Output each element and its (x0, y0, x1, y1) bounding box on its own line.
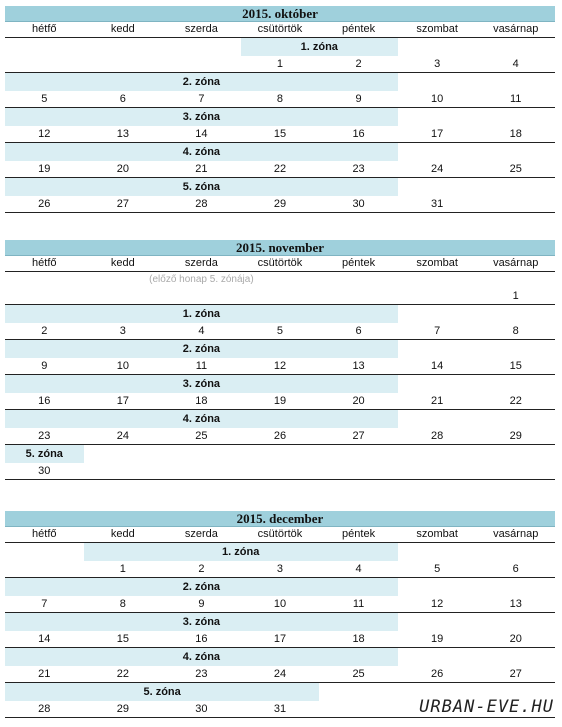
day-cell: 13 (509, 598, 522, 610)
day-cell: 12 (431, 598, 444, 610)
day-cell: 26 (431, 668, 444, 680)
day-cell: 26 (38, 198, 51, 210)
day-cell: 16 (352, 128, 365, 140)
weekday-label: szerda (184, 257, 218, 269)
weekday-label: szerda (184, 23, 218, 35)
week-row (5, 91, 555, 108)
day-cell: 4 (512, 58, 519, 70)
day-cell (398, 463, 477, 480)
week-row (5, 561, 555, 578)
zone-label: 4. zóna (5, 648, 398, 666)
day-cell: 1 (119, 563, 126, 575)
site-logo: URBAN-EVE.HU (419, 697, 554, 717)
zone-band-row (5, 143, 555, 161)
day-cell: 16 (195, 633, 208, 645)
weekday-label: csütörtök (257, 257, 303, 269)
note-row (5, 272, 555, 288)
zone-band-row (5, 305, 555, 323)
zone-band-row (5, 73, 555, 91)
day-cell: 22 (116, 668, 129, 680)
zone-band-row (5, 543, 555, 561)
day-cell (5, 288, 84, 305)
previous-zone-note: (előző honap 5. zónája) (149, 274, 254, 285)
weekday-label: péntek (342, 528, 376, 540)
day-cell: 6 (512, 563, 519, 575)
day-cell: 17 (431, 128, 444, 140)
day-cell: 20 (116, 163, 129, 175)
day-cell (241, 463, 320, 480)
day-cell: 22 (273, 163, 287, 175)
week-row (5, 631, 555, 648)
week-row (5, 358, 555, 375)
calendar-november (5, 240, 555, 480)
day-cell: 1 (276, 58, 284, 70)
day-cell: 3 (119, 325, 126, 337)
day-cell: 3 (276, 563, 284, 575)
day-cell: 4 (355, 563, 362, 575)
day-cell: 24 (273, 668, 287, 680)
zone-band-row (5, 410, 555, 428)
day-cell: 31 (431, 198, 444, 210)
zone-label: 4. zóna (5, 143, 398, 161)
day-cell: 19 (273, 395, 287, 407)
week-row (5, 666, 555, 683)
day-cell (84, 56, 163, 73)
day-cell (398, 288, 477, 305)
week-row (5, 161, 555, 178)
day-cell: 24 (116, 430, 129, 442)
day-cell: 15 (273, 128, 287, 140)
zone-band-row (5, 445, 555, 463)
weekday-label: kedd (110, 23, 135, 35)
zone-label: 5. zóna (5, 178, 398, 196)
calendar-december (5, 511, 555, 718)
day-cell: 11 (509, 93, 522, 105)
zone-band-row (5, 578, 555, 596)
day-cell (5, 561, 84, 578)
day-cell: 18 (352, 633, 365, 645)
day-cell: 23 (38, 430, 51, 442)
day-cell: 9 (355, 93, 362, 105)
day-cell: 10 (431, 93, 444, 105)
week-row (5, 56, 555, 73)
day-cell: 2 (355, 58, 362, 70)
day-cell: 8 (512, 325, 519, 337)
day-cell (319, 288, 398, 305)
zone-band-row (5, 340, 555, 358)
day-cell: 15 (509, 360, 522, 372)
day-cell: 18 (195, 395, 208, 407)
weekday-label: hétfő (32, 23, 57, 35)
calendar-october (5, 6, 555, 213)
day-cell: 11 (352, 598, 365, 610)
day-cell: 24 (431, 163, 444, 175)
zone-band-row (5, 38, 555, 56)
week-row (5, 323, 555, 340)
weekday-label: csütörtök (257, 23, 303, 35)
zone-label: 3. zóna (5, 613, 398, 631)
day-cell: 5 (276, 325, 284, 337)
day-cell: 29 (116, 703, 129, 715)
day-cell: 20 (352, 395, 365, 407)
week-row (5, 428, 555, 445)
day-cell (5, 56, 84, 73)
day-cell: 27 (352, 430, 365, 442)
zone-label: 5. zóna (5, 445, 84, 463)
weekday-label: kedd (110, 257, 135, 269)
day-cell: 23 (195, 668, 208, 680)
weekday-label: hétfő (32, 257, 57, 269)
day-cell: 25 (352, 668, 365, 680)
zone-label: 2. zóna (5, 73, 398, 91)
day-cell: 7 (41, 598, 48, 610)
month-title: 2015. november (5, 240, 555, 256)
day-cell: 5 (434, 563, 441, 575)
day-cell: 15 (116, 633, 129, 645)
weekday-header (5, 22, 555, 38)
weekday-label: hétfő (32, 528, 57, 540)
day-cell: 18 (509, 128, 522, 140)
day-cell: 21 (431, 395, 444, 407)
weekday-label: kedd (110, 528, 135, 540)
day-cell: 28 (431, 430, 444, 442)
weekday-label: vasárnap (493, 528, 539, 540)
zone-band-row (5, 613, 555, 631)
day-cell (162, 288, 241, 305)
zone-label: 1. zóna (84, 543, 398, 561)
day-cell: 4 (198, 325, 205, 337)
week-row (5, 196, 555, 213)
weekday-header (5, 256, 555, 272)
day-cell: 29 (509, 430, 522, 442)
day-cell (319, 463, 398, 480)
zone-label: 3. zóna (5, 108, 398, 126)
day-cell: 13 (116, 128, 129, 140)
day-cell: 21 (38, 668, 51, 680)
day-cell: 31 (273, 703, 287, 715)
day-cell (241, 288, 320, 305)
day-cell: 6 (119, 93, 126, 105)
day-cell: 1 (512, 290, 519, 302)
day-cell: 25 (195, 430, 208, 442)
day-cell: 26 (273, 430, 287, 442)
day-cell (476, 463, 555, 480)
day-cell: 6 (355, 325, 362, 337)
day-cell: 29 (273, 198, 287, 210)
day-cell: 25 (509, 163, 522, 175)
zone-band-row (5, 178, 555, 196)
day-cell: 28 (195, 198, 208, 210)
zone-band-row (5, 648, 555, 666)
day-cell (162, 56, 241, 73)
day-cell: 12 (38, 128, 51, 140)
day-cell: 27 (509, 668, 522, 680)
zone-label: 3. zóna (5, 375, 398, 393)
day-cell: 23 (352, 163, 365, 175)
week-row (5, 126, 555, 143)
day-cell: 2 (41, 325, 48, 337)
weekday-label: péntek (342, 23, 376, 35)
week-row (5, 596, 555, 613)
day-cell: 17 (116, 395, 129, 407)
day-cell (319, 701, 398, 718)
day-cell: 30 (352, 198, 365, 210)
zone-band-row (5, 108, 555, 126)
weekday-label: szombat (416, 257, 458, 269)
zone-label: 1. zóna (5, 305, 398, 323)
day-cell: 3 (434, 58, 441, 70)
weekday-label: csütörtök (257, 528, 303, 540)
day-cell: 16 (38, 395, 51, 407)
day-cell: 7 (198, 93, 205, 105)
day-cell: 8 (276, 93, 284, 105)
day-cell: 14 (195, 128, 208, 140)
week-row (5, 463, 555, 480)
zone-label: 1. zóna (241, 38, 398, 56)
weekday-label: szerda (184, 528, 218, 540)
weekday-label: vasárnap (493, 257, 539, 269)
day-cell: 22 (509, 395, 522, 407)
day-cell (84, 463, 163, 480)
week-row (5, 288, 555, 305)
zone-label: 4. zóna (5, 410, 398, 428)
day-cell (84, 288, 163, 305)
month-title: 2015. december (5, 511, 555, 527)
day-cell: 7 (434, 325, 441, 337)
day-cell: 30 (195, 703, 208, 715)
day-cell: 11 (195, 360, 208, 372)
day-cell: 13 (352, 360, 365, 372)
weekday-label: vasárnap (493, 23, 539, 35)
day-cell (476, 196, 555, 213)
day-cell (162, 463, 241, 480)
day-cell: 27 (116, 198, 129, 210)
day-cell: 12 (273, 360, 287, 372)
day-cell: 5 (41, 93, 48, 105)
day-cell: 9 (198, 598, 205, 610)
week-row (5, 393, 555, 410)
day-cell: 9 (41, 360, 48, 372)
day-cell: 17 (273, 633, 287, 645)
day-cell: 10 (116, 360, 129, 372)
day-cell: 20 (509, 633, 522, 645)
day-cell: 14 (38, 633, 51, 645)
weekday-label: péntek (342, 257, 376, 269)
zone-label: 5. zóna (5, 683, 319, 701)
day-cell: 30 (38, 465, 51, 477)
day-cell: 14 (431, 360, 444, 372)
month-title: 2015. október (5, 6, 555, 22)
day-cell: 19 (38, 163, 51, 175)
day-cell: 21 (195, 163, 208, 175)
zone-label: 2. zóna (5, 340, 398, 358)
weekday-label: szombat (416, 23, 458, 35)
weekday-label: szombat (416, 528, 458, 540)
day-cell: 28 (38, 703, 51, 715)
day-cell: 10 (273, 598, 287, 610)
weekday-header (5, 527, 555, 543)
zone-band-row (5, 375, 555, 393)
day-cell: 2 (198, 563, 205, 575)
day-cell: 8 (119, 598, 126, 610)
day-cell: 19 (431, 633, 444, 645)
zone-label: 2. zóna (5, 578, 398, 596)
